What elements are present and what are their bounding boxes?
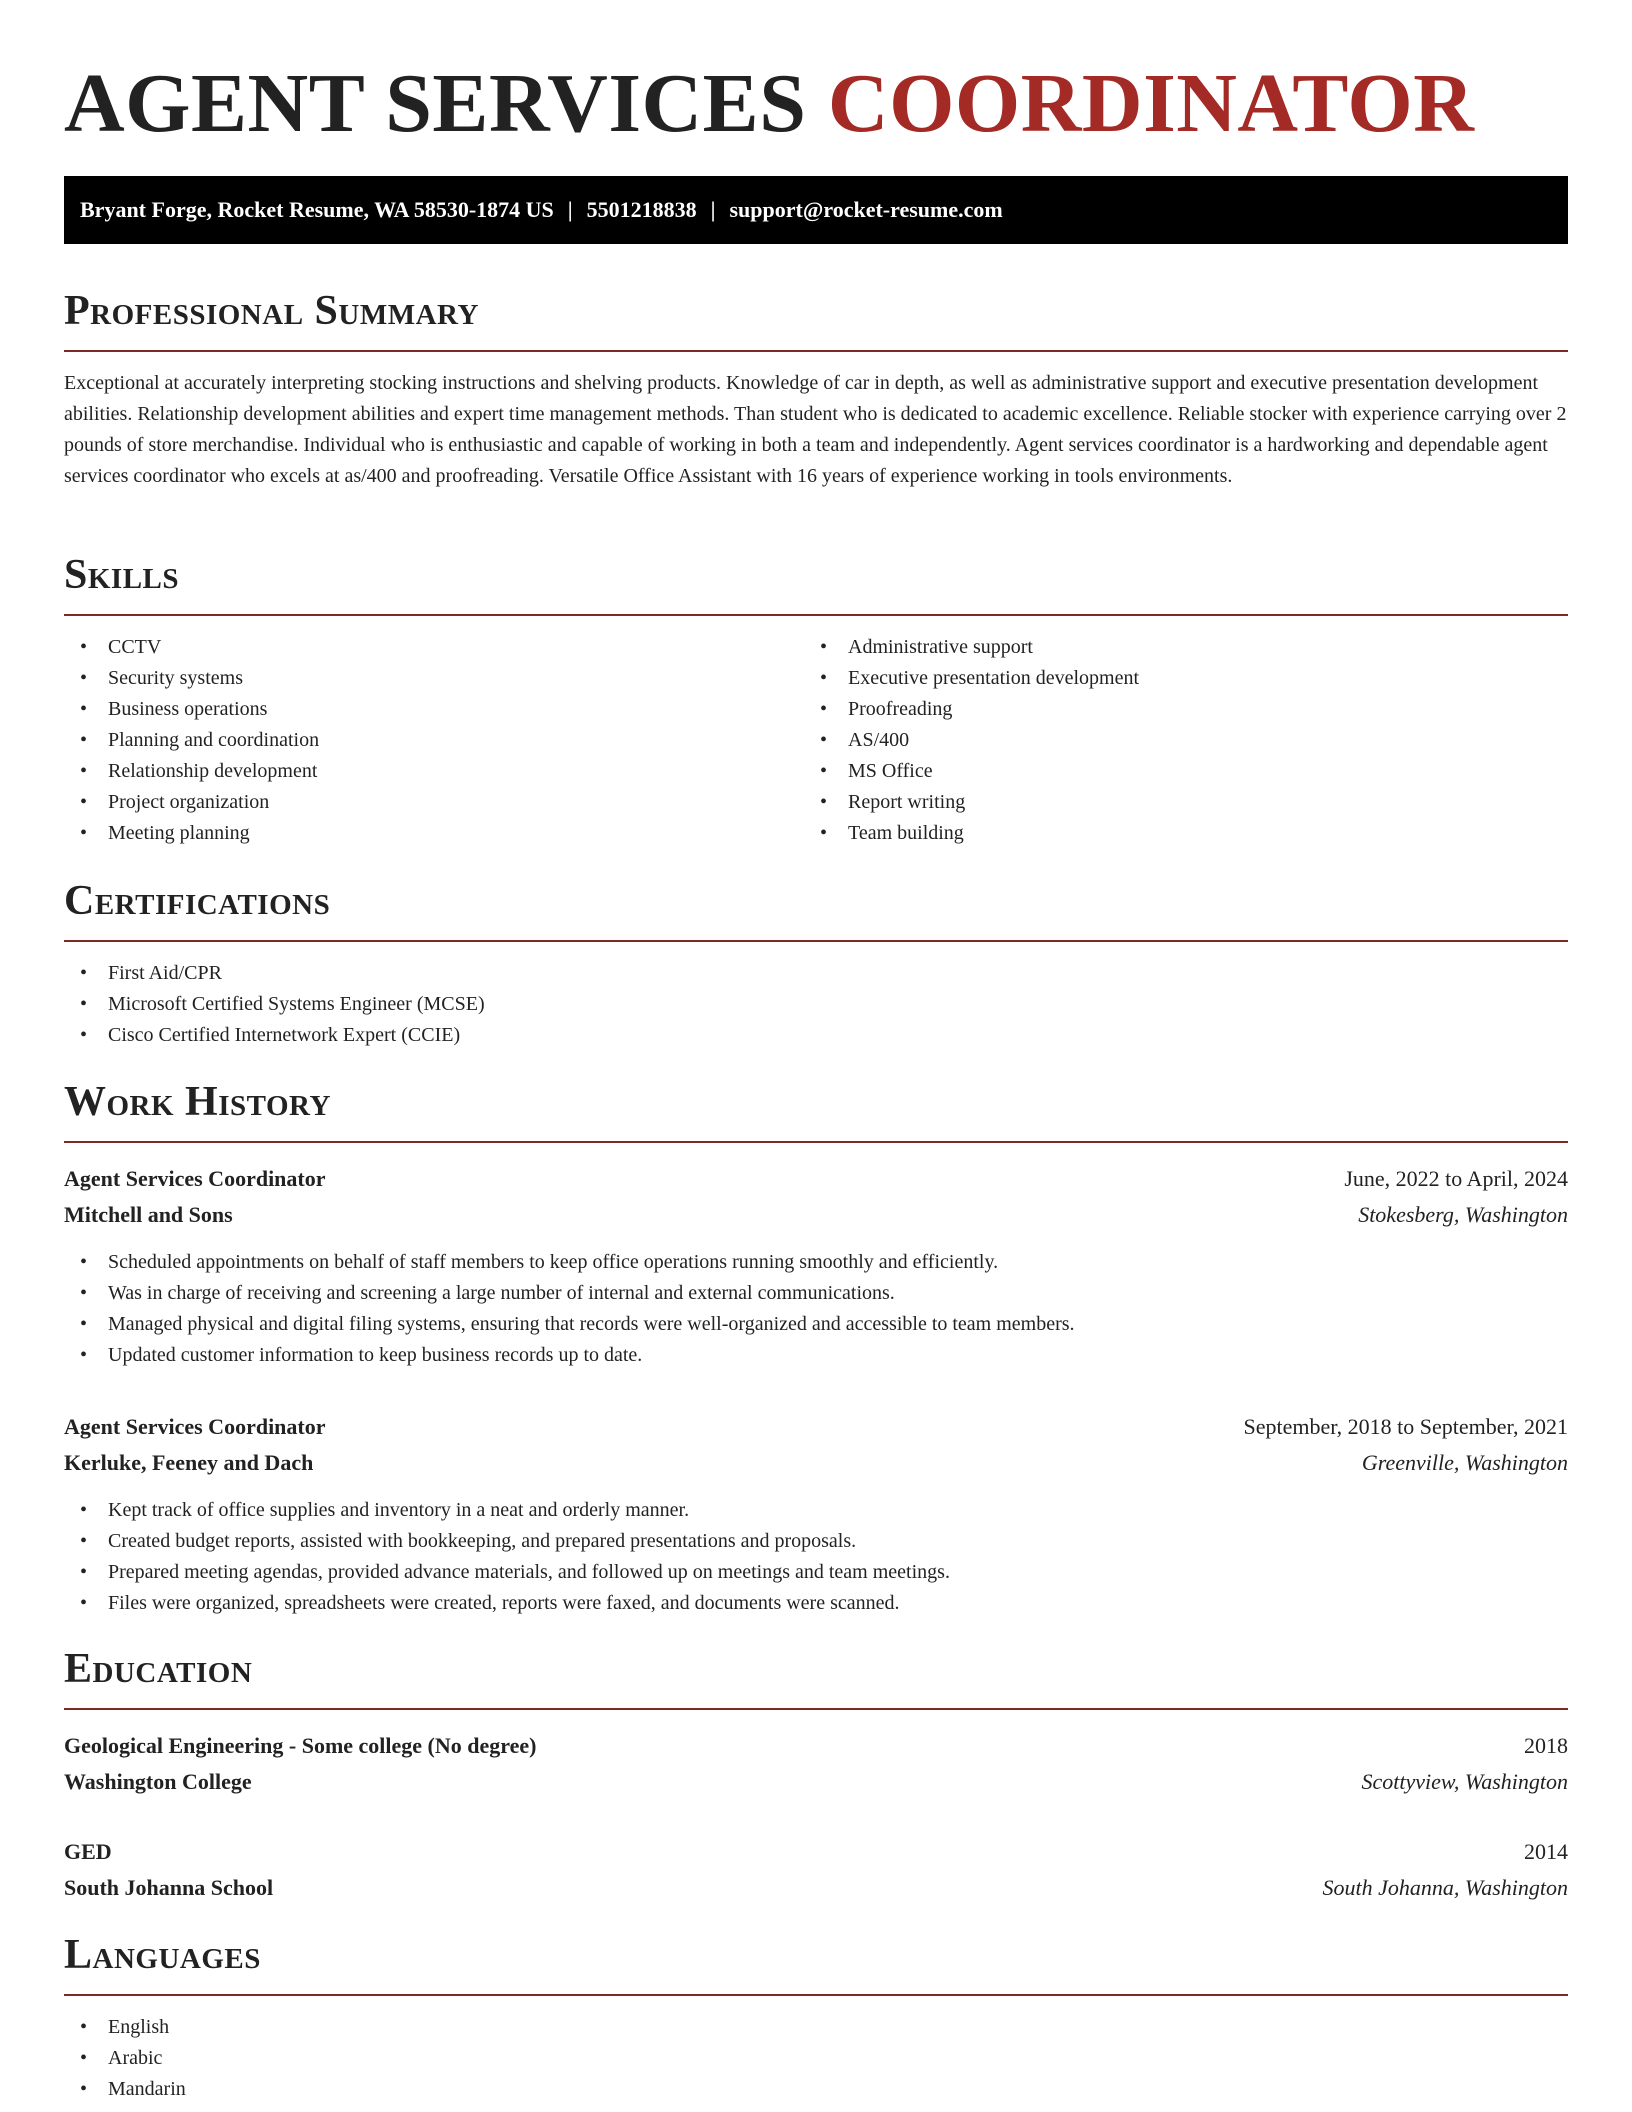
skill-item: • Security systems (64, 663, 804, 694)
education-entry (64, 1728, 1568, 1800)
skill-item: • Report writing (804, 787, 1544, 818)
education-school-row (64, 1764, 1568, 1800)
section-heading-work-history: Work History (64, 1079, 331, 1125)
job-duty-item: • Was in charge of receiving and screening a large number of internal and external communications. (64, 1278, 1568, 1309)
contact-phone: 5501218838 (586, 197, 697, 222)
education-entry (64, 1834, 1568, 1906)
summary-text: Exceptional at accurately interpreting stocking instructions and shelving products. Knowledge of car in depth, as well as administrative support and executive presentation development abilities. Relationship development abilities and expert time management methods. Than student who is dedicated to academic excellence. Reliable stocker with experience carrying over 2 pounds of store merchandise. Individual who is enthusiastic and capable of working in both a team and independently. Agent services coordinator is a hardworking and dependable agent services coordinator who excels at as/400 and proofreading. Versatile Office Assistant with 16 years of experience working in tools environments. (64, 372, 1567, 487)
job-title: Agent Services Coordinator (64, 1166, 326, 1191)
section-heading-education: Education (64, 1646, 253, 1692)
skills-list-right (804, 632, 1544, 849)
certification-item: • Cisco Certified Internetwork Expert (CCIE) (64, 1020, 1568, 1051)
title-main: AGENT SERVICES (64, 57, 807, 150)
education-school: South Johanna School (64, 1875, 274, 1900)
section-heading-summary: Professional Summary (64, 288, 479, 334)
page-title (64, 0, 1568, 176)
job-location: Stokesberg, Washington (1358, 1202, 1568, 1227)
skill-item: • MS Office (804, 756, 1544, 787)
skill-item: • Executive presentation development (804, 663, 1544, 694)
section-heading-skills: Skills (64, 552, 180, 598)
certification-item: • Microsoft Certified Systems Engineer (MCSE) (64, 989, 1568, 1020)
education-school: Washington College (64, 1769, 252, 1794)
skill-item: • AS/400 (804, 725, 1544, 756)
languages-list (64, 2012, 1568, 2105)
education-header-row (64, 1834, 1568, 1870)
job-dates: June, 2022 to April, 2024 (1344, 1166, 1568, 1191)
job-entry (64, 1161, 1568, 1371)
job-duty-item: • Managed physical and digital filing systems, ensuring that records were well-organized and accessible to team members. (64, 1309, 1568, 1340)
contact-email[interactable]: support@rocket-resume.com (729, 197, 1003, 222)
job-title: Agent Services Coordinator (64, 1414, 326, 1439)
section-divider (64, 350, 1568, 352)
job-header-row (64, 1161, 1568, 1197)
section-heading-certifications: Certifications (64, 878, 331, 924)
skill-item: • Relationship development (64, 756, 804, 787)
job-duty-item: • Updated customer information to keep business records up to date. (64, 1340, 1568, 1371)
job-location: Greenville, Washington (1361, 1450, 1568, 1475)
certification-item: • First Aid/CPR (64, 958, 1568, 989)
education-degree: Geological Engineering - Some college (No degree) (64, 1733, 537, 1758)
job-company: Kerluke, Feeney and Dach (64, 1450, 314, 1475)
job-duty-item: • Kept track of office supplies and inventory in a neat and orderly manner. (64, 1495, 1568, 1526)
contact-separator: | (710, 197, 716, 222)
contact-address: Bryant Forge, Rocket Resume, WA 58530-1874 US (80, 197, 554, 222)
education-year: 2018 (1524, 1733, 1568, 1758)
contact-separator: | (567, 197, 573, 222)
language-item: • Mandarin (64, 2074, 1568, 2105)
skill-item: • Administrative support (804, 632, 1544, 663)
languages-section (64, 1930, 1568, 2105)
section-divider (64, 1708, 1568, 1710)
section-divider (64, 940, 1568, 942)
certifications-section (64, 876, 1568, 1051)
language-item: • Arabic (64, 2043, 1568, 2074)
job-duties-list (64, 1495, 1568, 1619)
job-header-row (64, 1409, 1568, 1445)
skill-item: • Project organization (64, 787, 804, 818)
skills-section (64, 550, 1568, 849)
title-accent: COORDINATOR (827, 57, 1475, 150)
job-duty-item: • Files were organized, spreadsheets were created, reports were faxed, and documents were scanned. (64, 1588, 1568, 1619)
job-duty-item: • Created budget reports, assisted with bookkeeping, and prepared presentations and proposals. (64, 1526, 1568, 1557)
education-header-row (64, 1728, 1568, 1764)
contact-bar (64, 176, 1568, 244)
education-location: South Johanna, Washington (1322, 1875, 1568, 1900)
certifications-list (64, 958, 1568, 1051)
skill-item: • Team building (804, 818, 1544, 849)
job-duty-item: • Scheduled appointments on behalf of staff members to keep office operations running smoothly and efficiently. (64, 1247, 1568, 1278)
summary-section (64, 286, 1568, 492)
education-section (64, 1644, 1568, 1906)
education-degree: GED (64, 1839, 112, 1864)
job-duties-list (64, 1247, 1568, 1371)
skill-item: • Proofreading (804, 694, 1544, 725)
education-year: 2014 (1524, 1839, 1568, 1864)
job-company-row (64, 1445, 1568, 1481)
skill-item: • CCTV (64, 632, 804, 663)
skills-columns (64, 616, 1568, 849)
skill-item: • Planning and coordination (64, 725, 804, 756)
skill-item: • Meeting planning (64, 818, 804, 849)
section-divider (64, 1141, 1568, 1143)
section-divider (64, 1994, 1568, 1996)
education-location: Scottyview, Washington (1361, 1769, 1568, 1794)
language-item: • English (64, 2012, 1568, 2043)
work-history-section (64, 1077, 1568, 1619)
job-entry (64, 1409, 1568, 1619)
resume-page (64, 0, 1568, 2100)
job-dates: September, 2018 to September, 2021 (1243, 1414, 1568, 1439)
skills-list-left (64, 632, 804, 849)
job-company: Mitchell and Sons (64, 1202, 233, 1227)
job-duty-item: • Prepared meeting agendas, provided advance materials, and followed up on meetings and team meetings. (64, 1557, 1568, 1588)
skill-item: • Business operations (64, 694, 804, 725)
section-heading-languages: Languages (64, 1932, 261, 1978)
education-school-row (64, 1870, 1568, 1906)
job-company-row (64, 1197, 1568, 1233)
